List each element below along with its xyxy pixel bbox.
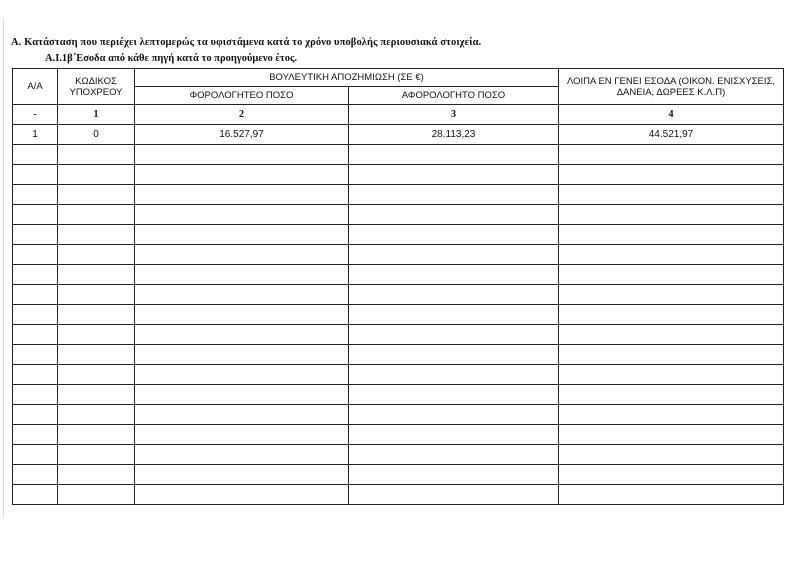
empty-cell: [58, 445, 135, 465]
empty-cell: [58, 345, 135, 365]
empty-cell: [559, 445, 784, 465]
index-cell: 4: [559, 105, 784, 125]
empty-cell: [349, 445, 559, 465]
empty-cell: [135, 165, 349, 185]
empty-cell: [58, 245, 135, 265]
empty-cell: [135, 185, 349, 205]
index-cell: 3: [349, 105, 559, 125]
empty-cell: [349, 465, 559, 485]
empty-cell: [349, 245, 559, 265]
empty-cell: [13, 445, 58, 465]
empty-cell: [58, 225, 135, 245]
empty-cell: [135, 405, 349, 425]
empty-cell: [135, 345, 349, 365]
empty-table-row: [13, 265, 784, 285]
empty-cell: [58, 325, 135, 345]
empty-table-row: [13, 325, 784, 345]
column-index-row: [13, 105, 784, 125]
empty-cell: [13, 485, 58, 505]
empty-cell: [13, 285, 58, 305]
empty-cell: [13, 405, 58, 425]
index-cell: 1: [58, 105, 135, 125]
empty-cell: [349, 425, 559, 445]
empty-cell: [58, 145, 135, 165]
empty-cell: [559, 285, 784, 305]
empty-table-row: [13, 205, 784, 225]
table-row: [13, 125, 784, 145]
empty-table-row: [13, 425, 784, 445]
empty-cell: [135, 365, 349, 385]
empty-table-row: [13, 285, 784, 305]
empty-cell: [135, 305, 349, 325]
empty-cell: [349, 185, 559, 205]
cell-code: 0: [58, 125, 135, 145]
empty-cell: [559, 345, 784, 365]
empty-cell: [135, 385, 349, 405]
empty-cell: [559, 145, 784, 165]
empty-table-row: [13, 245, 784, 265]
empty-cell: [135, 465, 349, 485]
index-cell: 2: [135, 105, 349, 125]
empty-table-row: [13, 165, 784, 185]
empty-table-row: [13, 405, 784, 425]
empty-table-row: [13, 385, 784, 405]
empty-table-row: [13, 145, 784, 165]
cell-taxable: 16.527,97: [135, 125, 349, 145]
empty-cell: [13, 145, 58, 165]
empty-cell: [349, 165, 559, 185]
empty-cell: [13, 225, 58, 245]
empty-cell: [58, 365, 135, 385]
empty-cell: [58, 185, 135, 205]
empty-cell: [135, 245, 349, 265]
empty-cell: [135, 425, 349, 445]
empty-cell: [13, 305, 58, 325]
empty-table-row: [13, 365, 784, 385]
empty-cell: [58, 385, 135, 405]
income-table: [12, 68, 784, 505]
empty-cell: [349, 205, 559, 225]
empty-cell: [349, 405, 559, 425]
empty-cell: [349, 325, 559, 345]
header-other-income: ΛΟΙΠΑ ΕΝ ΓΕΝΕΙ ΕΣΟΔΑ (ΟΙΚΟΝ. ΕΝΙΣΧΥΣΕΙΣ, ΔΑΝΕΙΑ, ΔΩΡΕΕΣ Κ.Λ.Π): [559, 69, 784, 105]
empty-cell: [13, 465, 58, 485]
empty-cell: [349, 345, 559, 365]
empty-cell: [349, 145, 559, 165]
empty-cell: [559, 165, 784, 185]
empty-cell: [135, 325, 349, 345]
empty-cell: [58, 425, 135, 445]
empty-cell: [349, 485, 559, 505]
empty-cell: [13, 265, 58, 285]
empty-cell: [58, 485, 135, 505]
cell-other: 44.521,97: [559, 125, 784, 145]
empty-cell: [135, 485, 349, 505]
empty-cell: [559, 265, 784, 285]
header-code: ΚΩΔΙΚΟΣ ΥΠΟΧΡΕΟΥ: [58, 69, 135, 105]
empty-cell: [13, 325, 58, 345]
empty-cell: [13, 425, 58, 445]
empty-table-row: [13, 445, 784, 465]
empty-table-row: [13, 185, 784, 205]
empty-cell: [13, 245, 58, 265]
empty-table-row: [13, 485, 784, 505]
page-margin-line: [3, 18, 4, 518]
empty-cell: [13, 365, 58, 385]
empty-cell: [58, 165, 135, 185]
section-heading: Α. Κατάσταση που περιέχει λεπτομερώς τα υφιστάμενα κατά το χρόνο υποβολής περιουσιακά στοιχεία.: [11, 37, 482, 48]
empty-cell: [135, 225, 349, 245]
empty-cell: [559, 205, 784, 225]
empty-cell: [559, 245, 784, 265]
empty-cell: [13, 345, 58, 365]
empty-cell: [559, 305, 784, 325]
index-cell: -: [13, 105, 58, 125]
empty-cell: [13, 185, 58, 205]
empty-cell: [559, 405, 784, 425]
empty-cell: [559, 365, 784, 385]
empty-cell: [135, 205, 349, 225]
empty-table-row: [13, 305, 784, 325]
empty-cell: [135, 265, 349, 285]
empty-cell: [58, 205, 135, 225]
empty-cell: [559, 425, 784, 445]
empty-cell: [58, 285, 135, 305]
empty-cell: [559, 465, 784, 485]
empty-cell: [135, 145, 349, 165]
cell-aa: 1: [13, 125, 58, 145]
empty-cell: [58, 405, 135, 425]
header-compensation: ΒΟΥΛΕΥΤΙΚΗ ΑΠΟΖΗΜΙΩΣΗ (ΣΕ €): [135, 69, 559, 87]
empty-cell: [349, 385, 559, 405]
empty-cell: [349, 285, 559, 305]
empty-cell: [349, 265, 559, 285]
empty-cell: [13, 385, 58, 405]
empty-cell: [13, 205, 58, 225]
empty-cell: [559, 225, 784, 245]
empty-cell: [58, 465, 135, 485]
empty-cell: [559, 385, 784, 405]
empty-cell: [135, 285, 349, 305]
section-subheading: Α.Ι.1β΄Εσοδα από κάθε πηγή κατά το προηγούμενο έτος.: [45, 53, 298, 64]
empty-cell: [559, 185, 784, 205]
empty-cell: [559, 325, 784, 345]
empty-table-row: [13, 345, 784, 365]
empty-cell: [349, 225, 559, 245]
empty-cell: [13, 165, 58, 185]
empty-cell: [349, 365, 559, 385]
empty-cell: [58, 305, 135, 325]
empty-cell: [58, 265, 135, 285]
cell-nontaxable: 28.113,23: [349, 125, 559, 145]
empty-cell: [349, 305, 559, 325]
header-nontaxable: ΑΦΟΡΟΛΟΓΗΤΟ ΠΟΣΟ: [349, 87, 559, 105]
empty-table-row: [13, 225, 784, 245]
empty-table-row: [13, 465, 784, 485]
header-taxable: ΦΟΡΟΛΟΓΗΤΕΟ ΠΟΣΟ: [135, 87, 349, 105]
header-aa: Α/Α: [13, 69, 58, 105]
empty-cell: [559, 485, 784, 505]
empty-cell: [135, 445, 349, 465]
